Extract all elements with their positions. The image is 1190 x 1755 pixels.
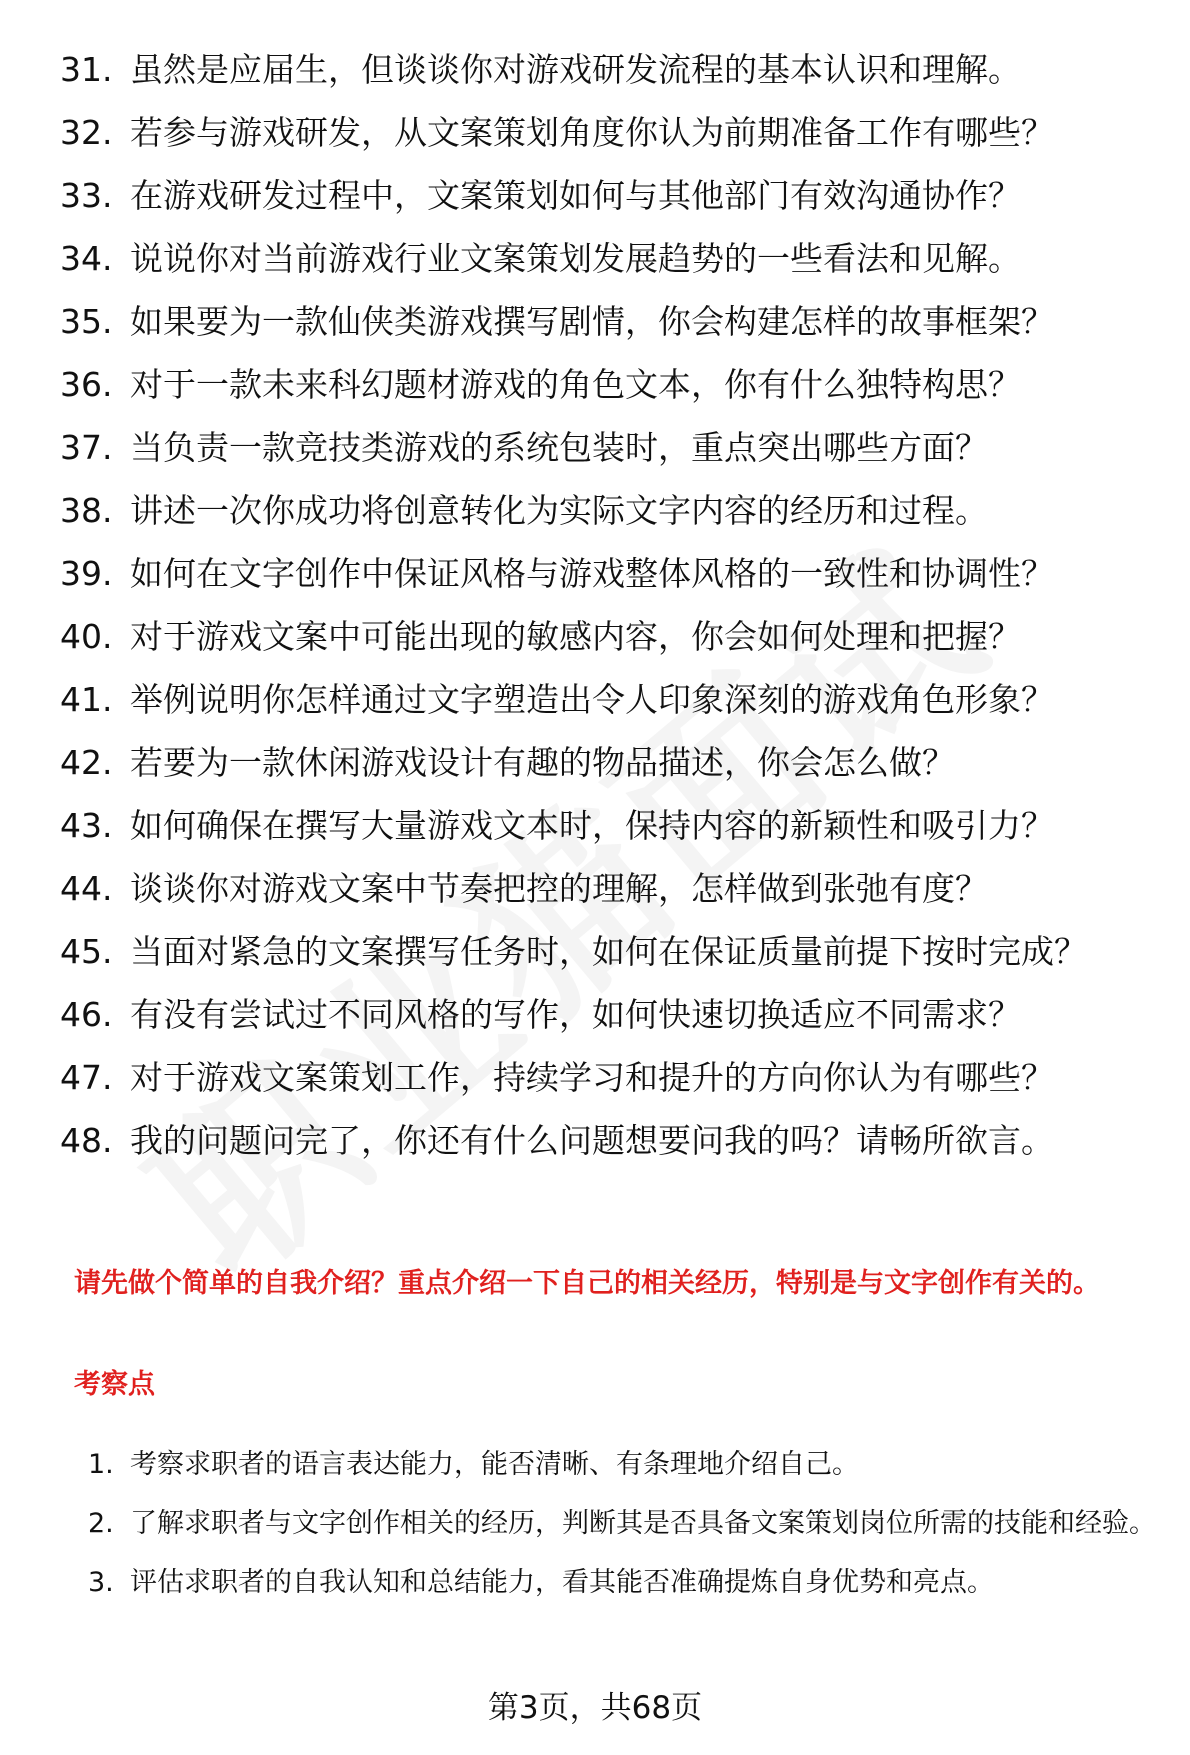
question-number: 43. <box>60 806 113 845</box>
question-item <box>60 678 1160 721</box>
assessment-points <box>88 1435 1163 1612</box>
question-text: 我的问题问完了，你还有什么问题想要问我的吗？请畅所欲言。 <box>130 1121 1054 1160</box>
point-number: 3. <box>88 1567 114 1598</box>
point-number: 2. <box>88 1508 114 1539</box>
question-item <box>60 741 1160 784</box>
question-item <box>60 174 1160 217</box>
question-item <box>60 993 1160 1036</box>
question-text: 当负责一款竞技类游戏的系统包装时，重点突出哪些方面？ <box>130 428 988 467</box>
question-number: 47. <box>60 1058 113 1097</box>
question-item <box>60 615 1160 658</box>
question-number: 48. <box>60 1121 113 1160</box>
question-text: 对于游戏文案中可能出现的敏感内容，你会如何处理和把握？ <box>130 617 1021 656</box>
point-item <box>88 1494 1163 1553</box>
highlight-question: 请先做个简单的自我介绍？重点介绍一下自己的相关经历，特别是与文字创作有关的。 <box>74 1268 1100 1299</box>
question-item <box>60 1119 1160 1162</box>
question-text: 对于一款未来科幻题材游戏的角色文本，你有什么独特构思？ <box>130 365 1021 404</box>
question-text: 虽然是应届生，但谈谈你对游戏研发流程的基本认识和理解。 <box>130 50 1021 89</box>
point-item <box>88 1553 1163 1612</box>
question-number: 31. <box>60 50 113 89</box>
question-text: 如何确保在撰写大量游戏文本时，保持内容的新颖性和吸引力？ <box>130 806 1054 845</box>
question-number: 33. <box>60 176 113 215</box>
question-number: 32. <box>60 113 113 152</box>
page-footer: 第3页，共68页 <box>487 1690 703 1726</box>
question-number: 46. <box>60 995 113 1034</box>
question-text: 说说你对当前游戏行业文案策划发展趋势的一些看法和见解。 <box>130 239 1021 278</box>
question-text: 讲述一次你成功将创意转化为实际文字内容的经历和过程。 <box>130 491 988 530</box>
question-number: 35. <box>60 302 113 341</box>
question-number: 45. <box>60 932 113 971</box>
question-item <box>60 111 1160 154</box>
question-text: 有没有尝试过不同风格的写作，如何快速切换适应不同需求？ <box>130 995 1021 1034</box>
question-list <box>60 48 1160 1182</box>
question-text: 若要为一款休闲游戏设计有趣的物品描述，你会怎么做？ <box>130 743 955 782</box>
question-number: 44. <box>60 869 113 908</box>
question-text: 对于游戏文案策划工作，持续学习和提升的方向你认为有哪些？ <box>130 1058 1054 1097</box>
question-number: 36. <box>60 365 113 404</box>
question-item <box>60 1056 1160 1099</box>
question-item <box>60 48 1160 91</box>
point-text: 了解求职者与文字创作相关的经历，判断其是否具备文案策划岗位所需的技能和经验。 <box>130 1508 1156 1539</box>
question-item <box>60 363 1160 406</box>
question-text: 当面对紧急的文案撰写任务时，如何在保证质量前提下按时完成？ <box>130 932 1087 971</box>
point-item <box>88 1435 1163 1494</box>
point-text: 评估求职者的自我认知和总结能力，看其能否准确提炼自身优势和亮点。 <box>130 1567 994 1598</box>
question-item <box>60 804 1160 847</box>
question-number: 41. <box>60 680 113 719</box>
question-number: 37. <box>60 428 113 467</box>
question-text: 谈谈你对游戏文案中节奏把控的理解，怎样做到张弛有度？ <box>130 869 988 908</box>
question-item <box>60 867 1160 910</box>
question-item <box>60 237 1160 280</box>
question-number: 42. <box>60 743 113 782</box>
question-number: 38. <box>60 491 113 530</box>
point-number: 1. <box>88 1449 114 1480</box>
question-item <box>60 552 1160 595</box>
question-item <box>60 426 1160 469</box>
question-item <box>60 930 1160 973</box>
question-text: 在游戏研发过程中，文案策划如何与其他部门有效沟通协作？ <box>130 176 1021 215</box>
question-text: 如何在文字创作中保证风格与游戏整体风格的一致性和协调性？ <box>130 554 1054 593</box>
question-number: 34. <box>60 239 113 278</box>
question-text: 若参与游戏研发，从文案策划角度你认为前期准备工作有哪些？ <box>130 113 1054 152</box>
question-number: 40. <box>60 617 113 656</box>
question-text: 如果要为一款仙侠类游戏撰写剧情，你会构建怎样的故事框架？ <box>130 302 1054 341</box>
question-text: 举例说明你怎样通过文字塑造出令人印象深刻的游戏角色形象？ <box>130 680 1054 719</box>
question-item <box>60 300 1160 343</box>
section-label: 考察点 <box>74 1369 155 1400</box>
point-text: 考察求职者的语言表达能力，能否清晰、有条理地介绍自己。 <box>130 1449 859 1480</box>
question-item <box>60 489 1160 532</box>
question-number: 39. <box>60 554 113 593</box>
